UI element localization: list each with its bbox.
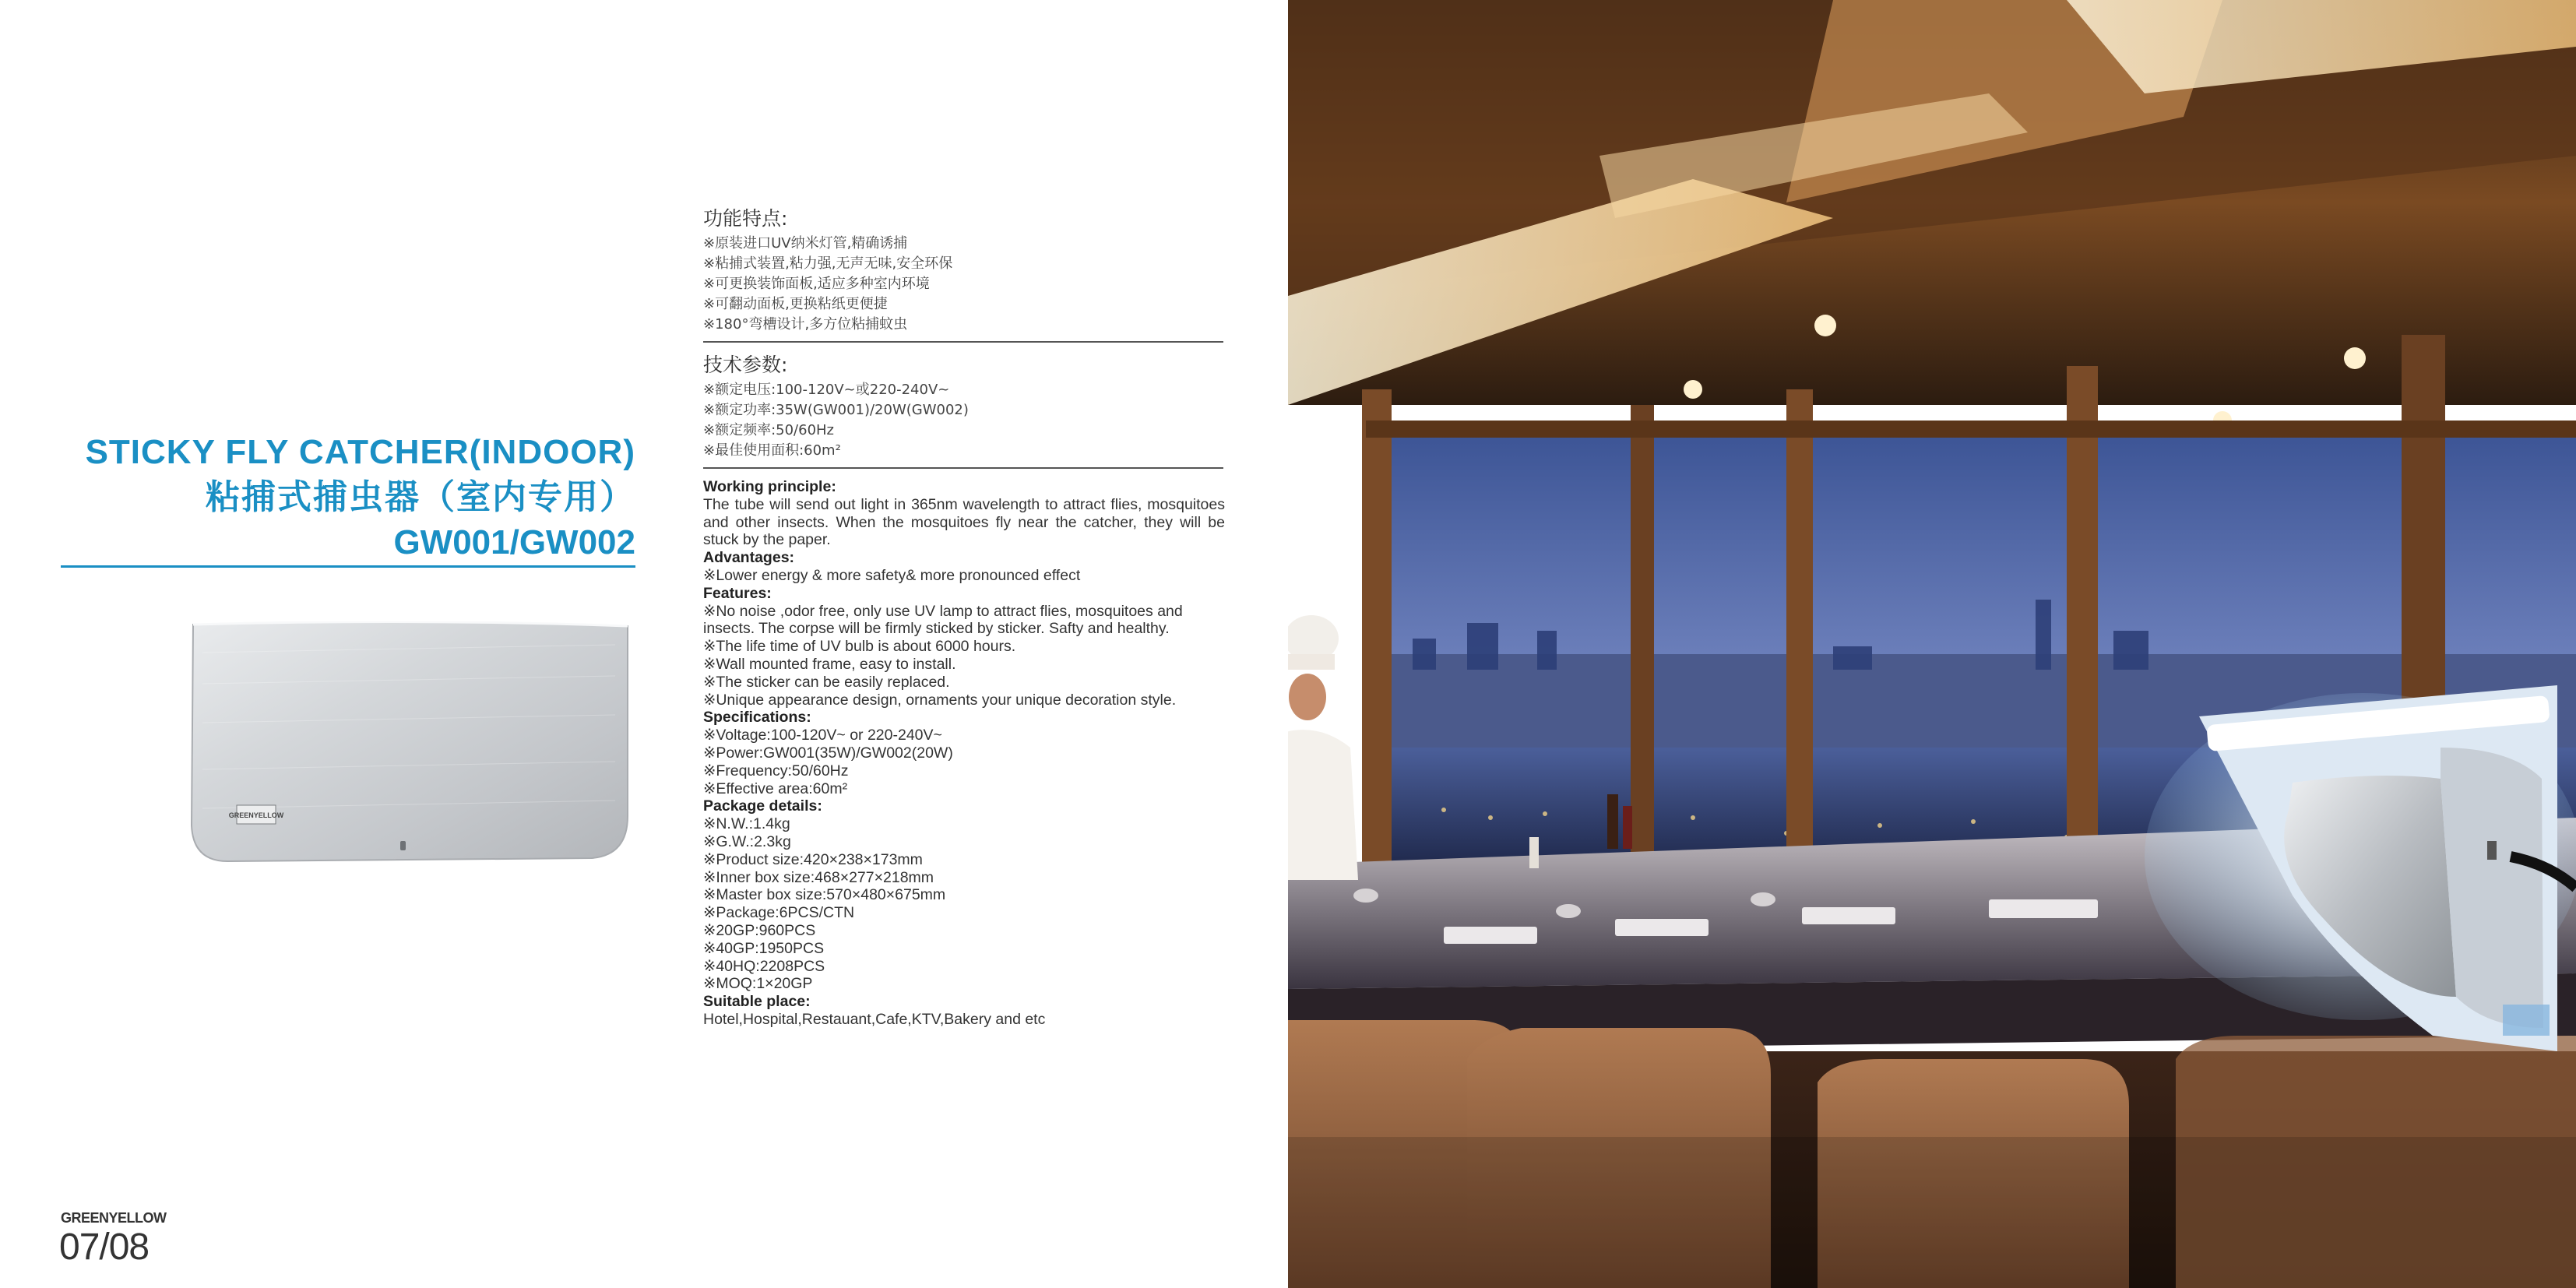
features-en-item: ※The sticker can be easily replaced.	[703, 673, 950, 691]
english-spec-block	[703, 478, 1225, 1029]
features-en-item: ※No noise ,odor free, only use UV lamp to attract flies, mosquitoes and insects. The corpse will be firmly sticked by sticker. Safty and healthy.	[703, 602, 1183, 638]
product-front-image	[187, 621, 632, 866]
features-cn-item: ※原装进口UV纳米灯管,精确诱捕	[703, 235, 908, 252]
features-cn-item: ※可更换装饰面板,适应多种室内环境	[703, 276, 930, 292]
features-en-item: ※Wall mounted frame, easy to install.	[703, 655, 956, 673]
suitable-place-text: Hotel,Hospital,Restauant,Cafe,KTV,Bakery and etc	[703, 1010, 1046, 1028]
title-divider	[61, 565, 635, 568]
title-block	[0, 430, 635, 565]
package-heading: Package details:	[703, 797, 822, 815]
page-number: 07/08	[59, 1226, 150, 1268]
working-principle-heading: Working principle:	[703, 478, 836, 495]
working-principle-text: The tube will send out light in 365nm wavelength to attract flies, mosquitoes and other insects. When the mosquitoes fly near the catcher, they will be stuck by the paper.	[703, 495, 1225, 549]
features-en-item: ※Unique appearance design, ornaments your unique decoration style.	[703, 691, 1177, 709]
specifications-item: ※Power:GW001(35W)/GW002(20W)	[703, 744, 953, 762]
specifications-item: ※Voltage:100-120V~ or 220-240V~	[703, 727, 942, 744]
features-en-heading: Features:	[703, 584, 772, 602]
advantages-item: ※Lower energy & more safety& more pronounced effect	[703, 566, 1081, 584]
product-logo	[229, 805, 284, 824]
package-item: ※MOQ:1×20GP	[703, 975, 813, 993]
features-cn-item: ※粘捕式装置,粘力强,无声无味,安全环保	[703, 255, 953, 272]
features-cn-item: ※180°弯槽设计,多方位粘捕蚊虫	[703, 316, 908, 333]
section-divider	[703, 467, 1223, 469]
product-title-cn: 粘捕式捕虫器（室内专用）	[206, 478, 635, 516]
package-item: ※40GP:1950PCS	[703, 939, 825, 957]
params-cn-item: ※额定功率:35W(GW001)/20W(GW002)	[703, 402, 969, 418]
params-cn-item: ※额定频率:50/60Hz	[703, 422, 835, 438]
params-cn-item: ※额定电压:100-120V~或220-240V~	[703, 382, 950, 398]
advantages-heading: Advantages:	[703, 549, 795, 567]
specifications-heading: Specifications:	[703, 709, 811, 727]
product-title-en: STICKY FLY CATCHER(INDOOR)	[85, 433, 635, 471]
features-en-item: ※The life time of UV bulb is about 6000 hours.	[703, 638, 1016, 656]
package-item: ※20GP:960PCS	[703, 921, 816, 939]
specifications-item: ※Effective area:60m²	[703, 779, 848, 797]
params-cn-heading: 技术参数:	[703, 354, 788, 376]
spec-column	[703, 206, 1225, 1029]
chef-figure	[1288, 615, 1358, 880]
switch-icon	[400, 841, 406, 850]
section-divider	[703, 341, 1223, 343]
package-item: ※Inner box size:468×277×218mm	[703, 868, 934, 886]
brand-logo: GREENYELLOW	[61, 1210, 167, 1226]
product-model: GW001/GW002	[393, 523, 635, 561]
features-cn-heading: 功能特点:	[703, 207, 788, 230]
specifications-item: ※Frequency:50/60Hz	[703, 762, 849, 779]
package-item: ※Package:6PCS/CTN	[703, 904, 855, 922]
params-cn-item: ※最佳使用面积:60m²	[703, 442, 841, 459]
features-cn-item: ※可翻动面板,更换粘纸更便捷	[703, 296, 888, 312]
suitable-place-heading: Suitable place:	[703, 993, 811, 1011]
package-item: ※40HQ:2208PCS	[703, 957, 825, 975]
package-item: ※Product size:420×238×173mm	[703, 850, 923, 868]
package-item: ※N.W.:1.4kg	[703, 815, 790, 833]
right-page	[1288, 0, 2576, 1288]
product-logo-text: GREENYELLOW	[228, 811, 284, 819]
package-item: ※G.W.:2.3kg	[703, 832, 791, 850]
package-item: ※Master box size:570×480×675mm	[703, 886, 946, 904]
restaurant-photo	[1288, 0, 2576, 1288]
